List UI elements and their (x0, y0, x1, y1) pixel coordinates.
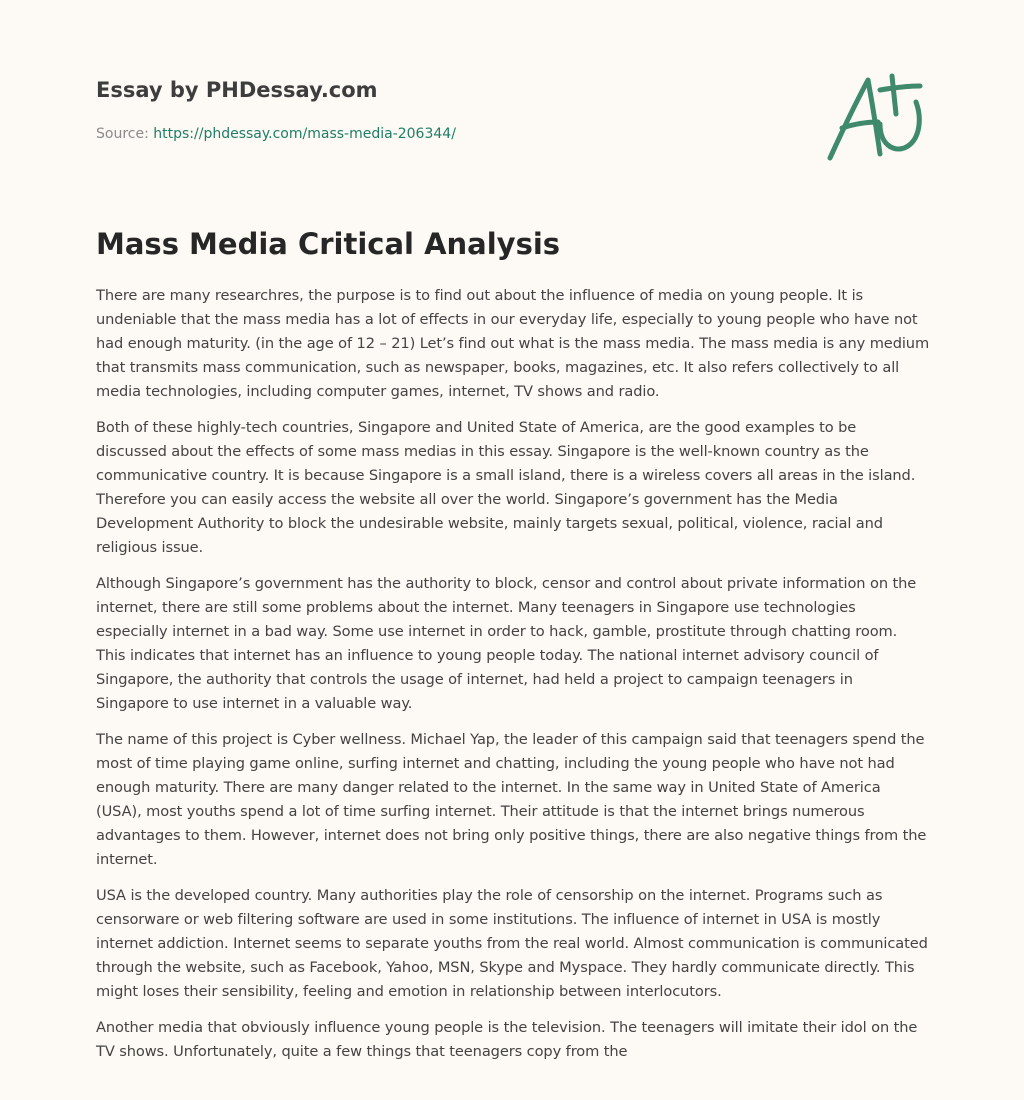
source-label: Source: (96, 126, 149, 142)
paragraph: The name of this project is Cyber wellness. Michael Yap, the leader of this campaign said that teenagers spend the most of time playing game online, surfing internet and chatting, including the young people who have not had enough maturity. There are many danger related to the internet. In the same way in United State of America (USA), most youths spend a lot of time surfing internet. Their attitude is that the internet brings numerous advantages to them. However, internet does not bring only positive things, there are also negative things from the internet. (96, 731, 927, 868)
paragraph: USA is the developed country. Many authorities play the role of censorship on the internet. Programs such as censorware or web filtering software are used in some institutions. The influence of internet in USA is mostly internet addiction. Internet seems to separate youths from the real world. Almost communication is communicated through the website, such as Facebook, Yahoo, MSN, Skype and Myspace. They hardly communicate directly. This might loses their sensibility, feeling and emotion in relationship between interlocutors. (96, 887, 928, 1000)
site-header (96, 74, 816, 144)
article-title: Mass Media Critical Analysis (96, 227, 561, 261)
paragraph: Another media that obviously influence young people is the television. The teenagers will imitate their idol on the TV shows. Unfortunately, quite a few things that teenagers copy from the (96, 1019, 918, 1060)
source-line (96, 124, 816, 144)
paragraph: Both of these highly-tech countries, Singapore and United State of America, are the good examples to be discussed about the effects of some mass medias in this essay. Singapore is the well-known country as the communicative country. It is because Singapore is a small island, there is a wireless covers all areas in the island. Therefore you can easily access the website all over the world. Singapore’s government has the Media Development Authority to block the undesirable website, mainly targets sexual, political, violence, racial and religious issue. (96, 419, 916, 556)
site-brand: Essay by PHDessay.com (96, 78, 378, 102)
article-body (96, 284, 930, 1076)
source-link[interactable]: https://phdessay.com/mass-media-206344/ (153, 126, 456, 142)
paragraph: Although Singapore’s government has the authority to block, censor and control about private information on the internet, there are still some problems about the internet. Many teenagers in Singapore use technologies especially internet in a bad way. Some use internet in order to hack, gamble, prostitute through chatting room. This indicates that internet has an influence to young people today. The national internet advisory council of Singapore, the authority that controls the usage of internet, had held a project to campaign teenagers in Singapore to use internet in a valuable way. (96, 575, 917, 712)
a-plus-logo (820, 66, 930, 166)
paragraph: There are many researchres, the purpose is to find out about the influence of media on young people. It is undeniable that the mass media has a lot of effects in our everyday life, especially to young people who have not had enough maturity. (in the age of 12 – 21) Let’s find out what is the mass media. The mass media is any medium that transmits mass communication, such as newspaper, books, magazines, etc. It also refers collectively to all media technologies, including computer games, internet, TV shows and radio. (96, 287, 930, 400)
